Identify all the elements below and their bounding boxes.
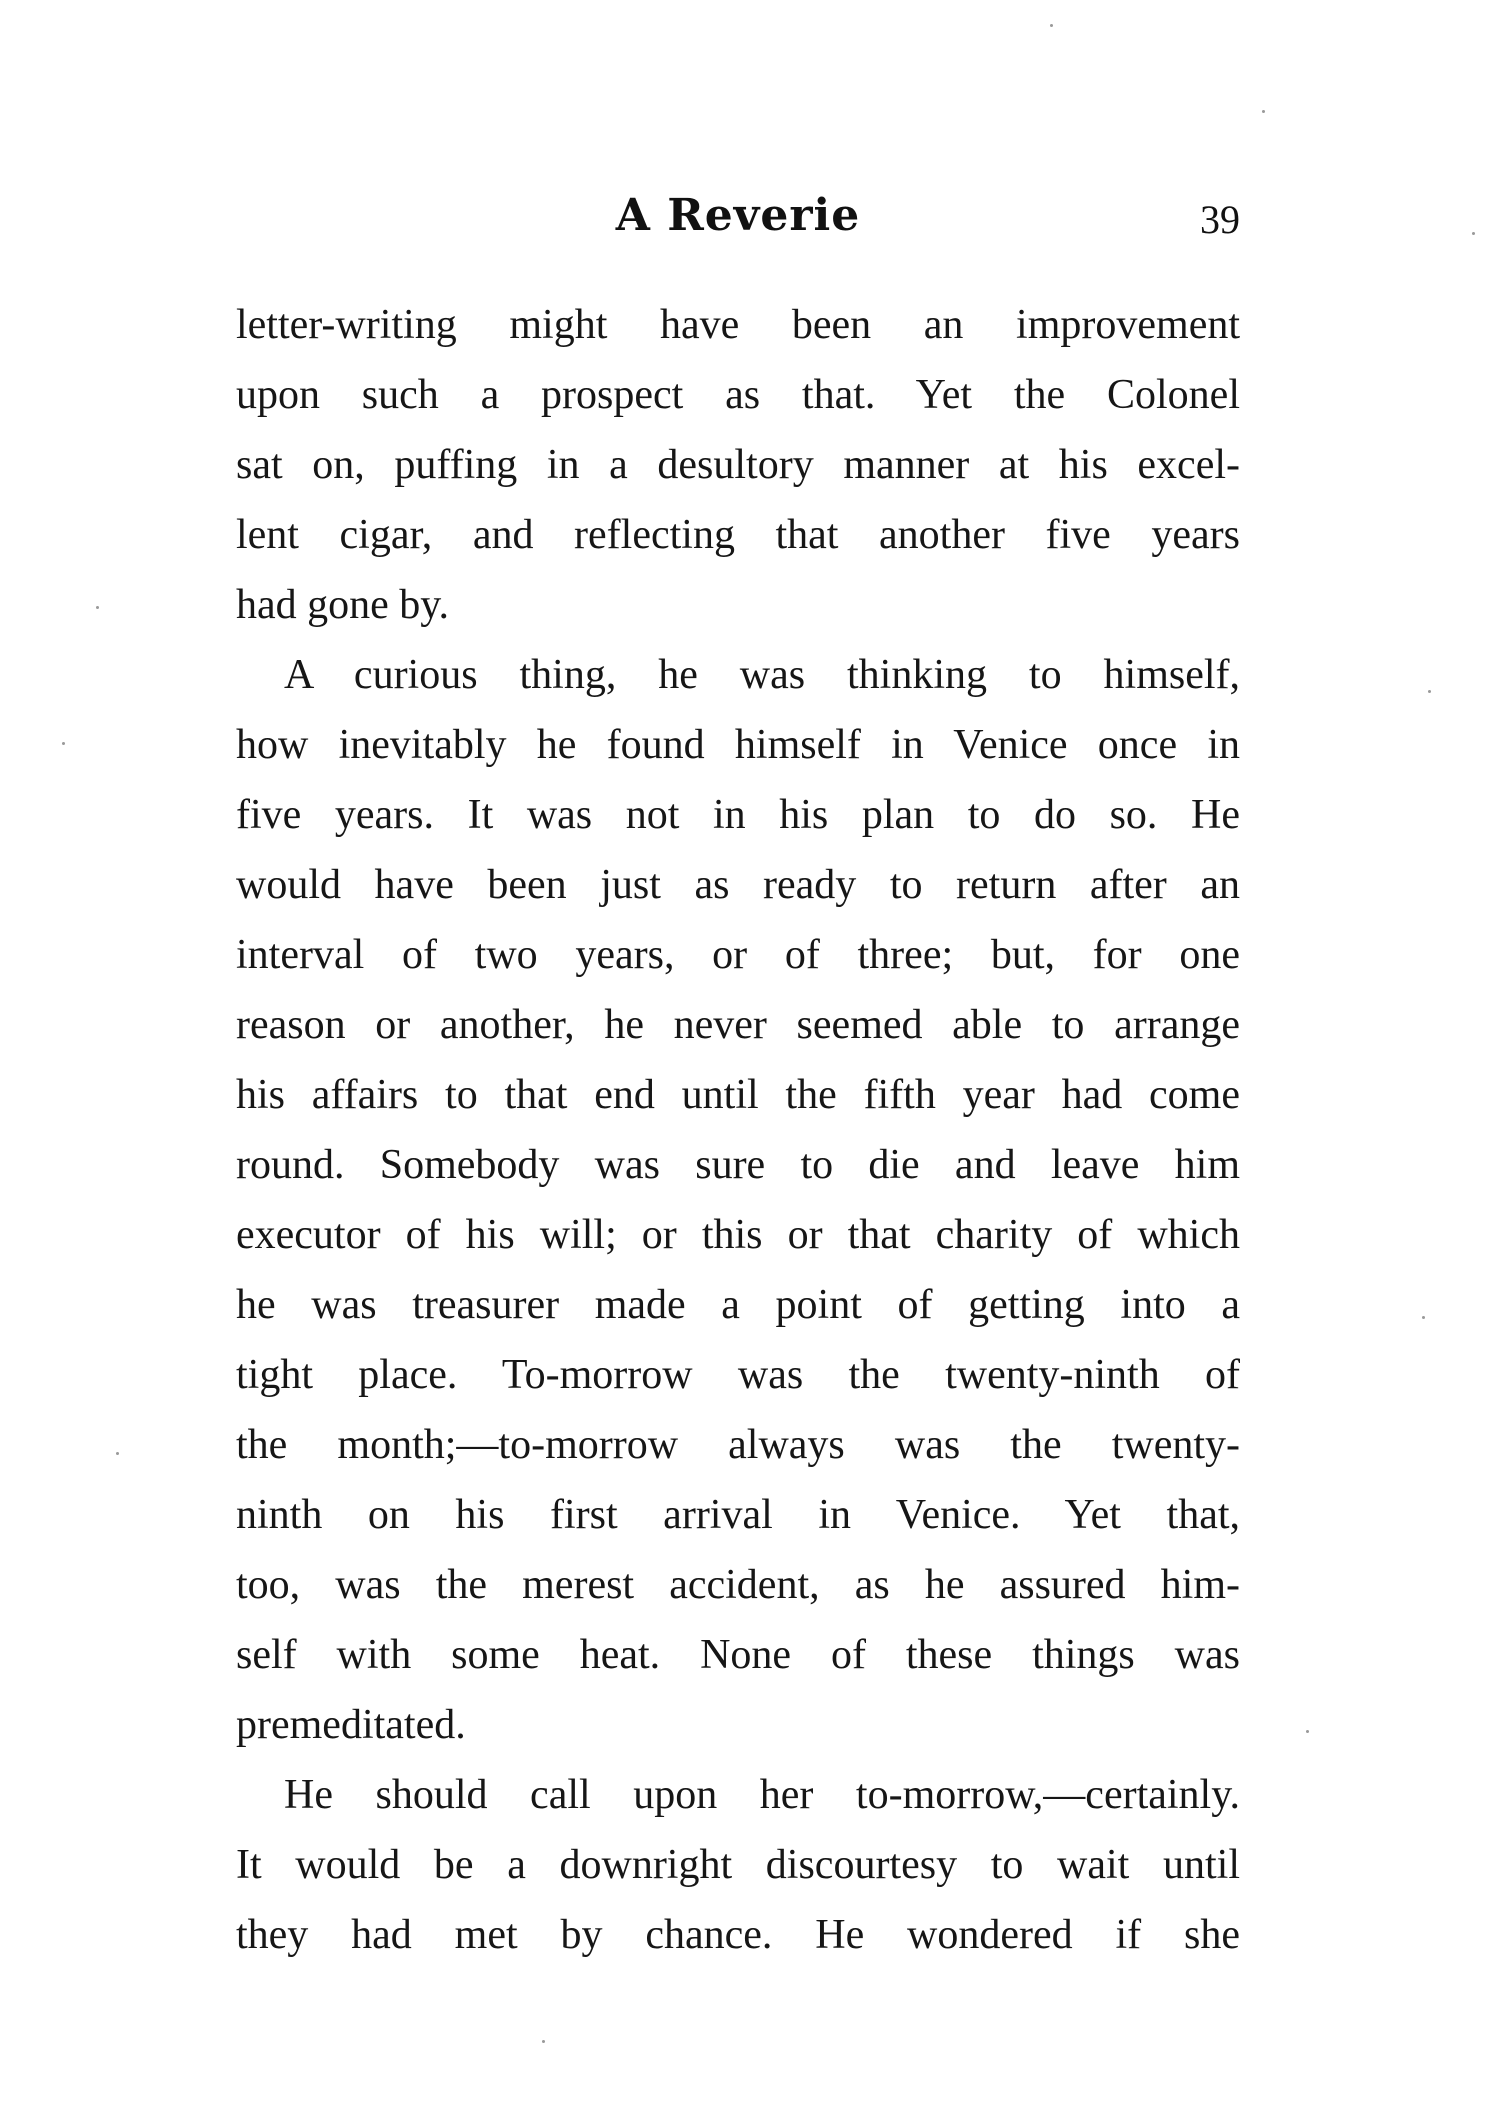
scan-speck: [96, 606, 99, 609]
text-line: It would be a downright discourtesy to wait until: [236, 1842, 1240, 1888]
paragraph-3: [236, 1760, 1240, 1970]
text-line: would have been just as ready to return after an: [236, 862, 1240, 908]
text-line: round. Somebody was sure to die and leave him: [236, 1142, 1240, 1188]
text-line: they had met by chance. He wondered if she: [236, 1912, 1240, 1958]
scan-speck: [1422, 1316, 1425, 1319]
scan-speck: [542, 2040, 545, 2043]
text-line: premeditated.: [236, 1702, 466, 1748]
text-line: He should call upon her to-morrow,—certainly.: [284, 1772, 1240, 1818]
scan-speck: [1306, 1730, 1309, 1733]
text-line: too, was the merest accident, as he assured him-: [236, 1562, 1240, 1608]
body-text: [236, 290, 1240, 1970]
scan-speck: [1428, 690, 1431, 693]
text-line: interval of two years, or of three; but, for one: [236, 932, 1240, 978]
paragraph-2: [236, 640, 1240, 1760]
text-line: upon such a prospect as that. Yet the Colonel: [236, 372, 1240, 418]
scan-speck: [1472, 232, 1475, 235]
scan-speck: [62, 742, 65, 745]
text-line: ninth on his first arrival in Venice. Yet that,: [236, 1492, 1240, 1538]
text-line: tight place. To-morrow was the twenty-ninth of: [236, 1352, 1240, 1398]
running-title: A Reverie: [615, 190, 861, 241]
text-line: executor of his will; or this or that charity of which: [236, 1212, 1240, 1258]
scan-speck: [1050, 24, 1053, 27]
text-line: the month;—to-morrow always was the twenty-: [236, 1422, 1240, 1468]
page-number: 39: [1200, 197, 1240, 242]
text-line: five years. It was not in his plan to do so. He: [236, 792, 1240, 838]
paragraph-1: [236, 290, 1240, 640]
text-line: reason or another, he never seemed able to arrange: [236, 1002, 1240, 1048]
text-line: A curious thing, he was thinking to himself,: [284, 652, 1240, 698]
scan-speck: [1262, 110, 1265, 113]
text-line: sat on, puffing in a desultory manner at his excel-: [236, 442, 1240, 488]
scan-speck: [116, 1452, 119, 1455]
text-line: how inevitably he found himself in Venice once in: [236, 722, 1240, 768]
text-line: had gone by.: [236, 582, 450, 628]
text-line: self with some heat. None of these things was: [236, 1632, 1240, 1678]
text-line: his affairs to that end until the fifth year had come: [236, 1072, 1240, 1118]
text-line: letter-writing might have been an improvement: [236, 302, 1240, 348]
running-head: [236, 186, 1240, 256]
text-line: he was treasurer made a point of getting into a: [236, 1282, 1240, 1328]
text-line: lent cigar, and reflecting that another five years: [236, 512, 1240, 558]
